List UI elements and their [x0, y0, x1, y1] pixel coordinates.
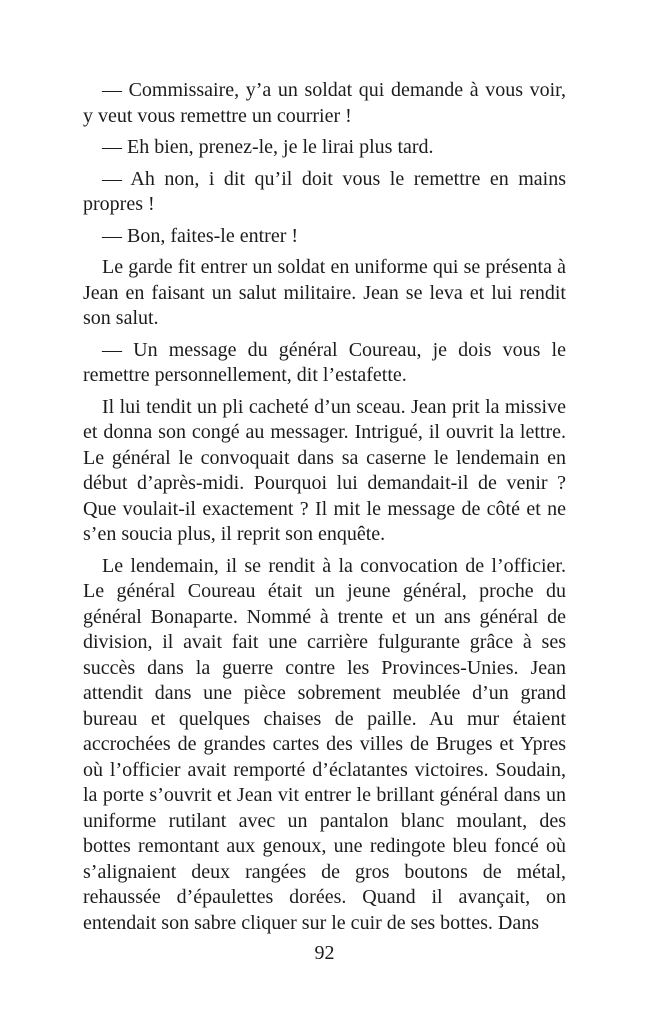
- text-block: [83, 78, 566, 942]
- dialogue-paragraph: — Un message du général Coureau, je dois vous le remettre personnellement, dit l’estafette.: [83, 338, 566, 386]
- dialogue-paragraph: — Eh bien, prenez-le, je le lirai plus tard.: [102, 136, 434, 158]
- dialogue-paragraph: — Bon, faites-le entrer !: [102, 224, 299, 247]
- narration-paragraph: Le lendemain, il se rendit à la convocation de l’officier. Le général Coureau était un jeune général, proche du général Bonaparte. Nommé à trente et un ans général de division, il avait fait une carrière fulgurante grâce à ses succès dans la guerre contre les Provinces-Unies. Jean attendit dans une pièce sobrement meublée d’un grand bureau et quelques chaises de paille. Au mur étaient accrochées de grandes cartes des villes de Bruges et Ypres où l’officier avait remporté d’éclatantes victoires. Soudain, la porte s’ouvrit et Jean vit entrer le brillant général dans un uniforme rutilant avec un pantalon blanc moulant, des bottes remontant aux genoux, une redingote bleu foncé où s’alignaient deux rangées de gros boutons de métal, rehaussée d’épaulettes dorées. Quand il avançait, on entendait son sabre cliquer sur le cuir de ses bottes. Dans: [83, 554, 566, 934]
- dialogue-paragraph: — Ah non, i dit qu’il doit vous le remettre en mains propres !: [83, 167, 566, 215]
- narration-paragraph: Le garde fit entrer un soldat en uniforme qui se présenta à Jean en faisant un salut militaire. Jean se leva et lui rendit son salut.: [83, 256, 566, 329]
- narration-paragraph: Il lui tendit un pli cacheté d’un sceau. Jean prit la missive et donna son congé au messager. Intrigué, il ouvrit la lettre. Le général le convoquait dans sa caserne le lendemain en début d’après-midi. Pourquoi lui demandait-il de venir ? Que voulait-il exactement ? Il mit le message de côté et ne s’en soucia plus, il reprit son enquête.: [83, 395, 566, 545]
- page-number: 92: [314, 942, 335, 964]
- dialogue-paragraph: — Commissaire, y’a un soldat qui demande à vous voir, y veut vous remettre un courrier !: [83, 79, 566, 127]
